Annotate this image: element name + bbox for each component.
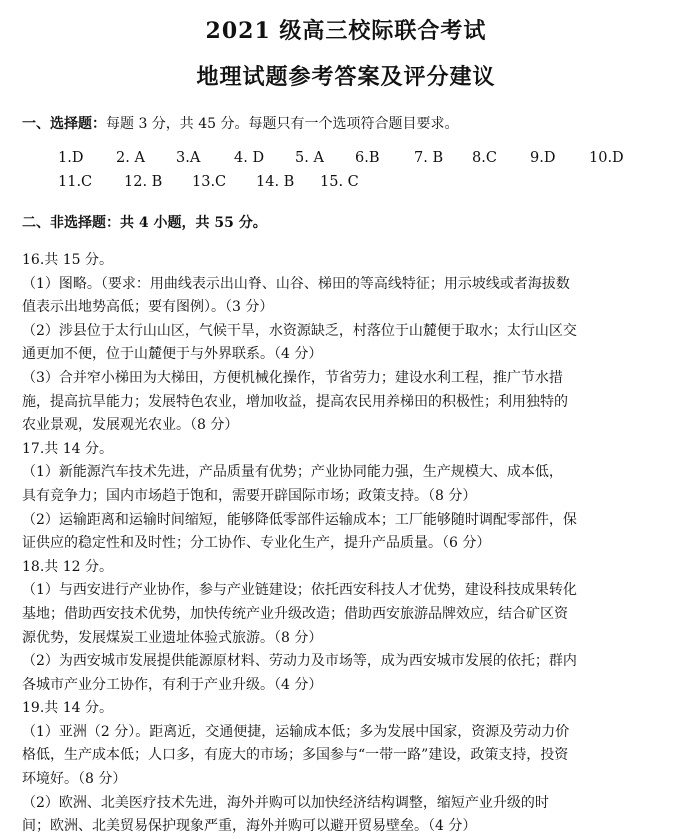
answer-line: （2）为西安城市发展提供能源原材料、劳动力及市场等，成为西安城市发展的依托；群内 <box>22 653 577 670</box>
answer-line: （3）合并窄小梯田为大梯田，方便机械化操作，节省劳力；建设水利工程，推广节水措 <box>22 369 563 386</box>
answer-item: 14. B <box>256 174 295 190</box>
answer-line: 环境好。（8 分） <box>22 771 127 788</box>
q19-header: 19.共 14 分。 <box>22 700 113 717</box>
answer-item: 2. A <box>116 150 145 166</box>
answer-line: （2）欧洲、北美医疗技术先进，海外并购可以加快经济结构调整，缩短产业升级的时 <box>22 794 549 811</box>
answer-line: 源优势，发展煤炭工业遗址体验式旅游。（8 分） <box>22 629 323 646</box>
answer-item: 15. C <box>320 174 359 190</box>
section1-heading: 一、选择题： <box>22 116 106 132</box>
answer-line: 施，提高抗旱能力；发展特色农业，增加收益，提高农民用养梯田的积极性；利用独特的 <box>22 393 568 410</box>
answer-item: 11.C <box>58 174 93 190</box>
answer-line: （1）图略。（要求：用曲线表示出山脊、山谷、梯田的等高线特征；用示坡线或者海拔数 <box>22 275 570 292</box>
exam-title: 2021 级高三校际联合考试 <box>205 18 487 44</box>
answer-item: 5. A <box>295 150 324 166</box>
answer-line: 间；欧洲、北美贸易保护现象严重，海外并购可以避开贸易壁垒。（4 分） <box>22 818 477 835</box>
answer-item: 10.D <box>589 150 624 166</box>
section1-desc: 每题 3 分，共 45 分。每题只有一个选项符合题目要求。 <box>106 116 459 132</box>
answer-line: 格低，生产成本低；人口多，有庞大的市场；多国参与“一带一路”建设，政策支持，投资 <box>22 747 569 764</box>
q18-header: 18.共 12 分。 <box>22 558 113 575</box>
answer-line: 基地；借助西安技术优势，加快传统产业升级改造；借助西安旅游品牌效应，结合矿区资 <box>22 605 568 622</box>
section1-header <box>22 113 459 133</box>
answer-line: （1）新能源汽车技术先进，产品质量有优势；产业协同能力强，生产规模大、成本低， <box>22 464 563 481</box>
answer-line: （1）亚洲（2 分）。距离近，交通便捷，运输成本低；多为发展中国家，资源及劳动力价 <box>22 723 570 740</box>
answer-line: （2）涉县位于太行山山区，气候干旱，水资源缺乏，村落位于山麓便于取水；太行山区交 <box>22 322 577 339</box>
answer-line: （1）与西安进行产业协作，参与产业链建设；依托西安科技人才优势，建设科技成果转化 <box>22 582 577 599</box>
answer-item: 9.D <box>530 150 556 166</box>
answer-item: 12. B <box>124 174 163 190</box>
answer-item: 8.C <box>472 150 497 166</box>
answer-line: 证供应的稳定性和及时性；分工协作、专业化生产，提升产品质量。（6 分） <box>22 535 491 552</box>
answer-line: 农业景观，发展观光农业。（8 分） <box>22 417 239 434</box>
answer-item: 6.B <box>355 150 380 166</box>
answer-line: 各城市产业分工协作，有利于产业升级。（4 分） <box>22 676 323 693</box>
answer-line: 通更加不便，位于山麓便于与外界联系。（4 分） <box>22 346 323 363</box>
answer-item: 7. B <box>414 150 444 166</box>
exam-subtitle: 地理试题参考答案及评分建议 <box>196 64 496 90</box>
answer-item: 1.D <box>58 150 84 166</box>
q17-header: 17.共 14 分。 <box>22 440 113 457</box>
answer-item: 13.C <box>192 174 227 190</box>
answer-line: 具有竞争力；国内市场趋于饱和，需要开辟国际市场；政策支持。（8 分） <box>22 487 477 504</box>
section2-heading: 二、非选择题：共 4 小题，共 55 分。 <box>22 215 267 231</box>
answer-line: （2）运输距离和运输时间缩短，能够降低零部件运输成本；工厂能够随时调配零部件，保 <box>22 511 577 528</box>
answer-item: 4. D <box>234 150 265 166</box>
q16-header: 16.共 15 分。 <box>22 252 113 268</box>
answer-body <box>22 249 682 839</box>
answer-line: 值表示出地势高低；要有图例）。（3 分） <box>22 299 274 316</box>
answer-item: 3.A <box>176 150 201 166</box>
